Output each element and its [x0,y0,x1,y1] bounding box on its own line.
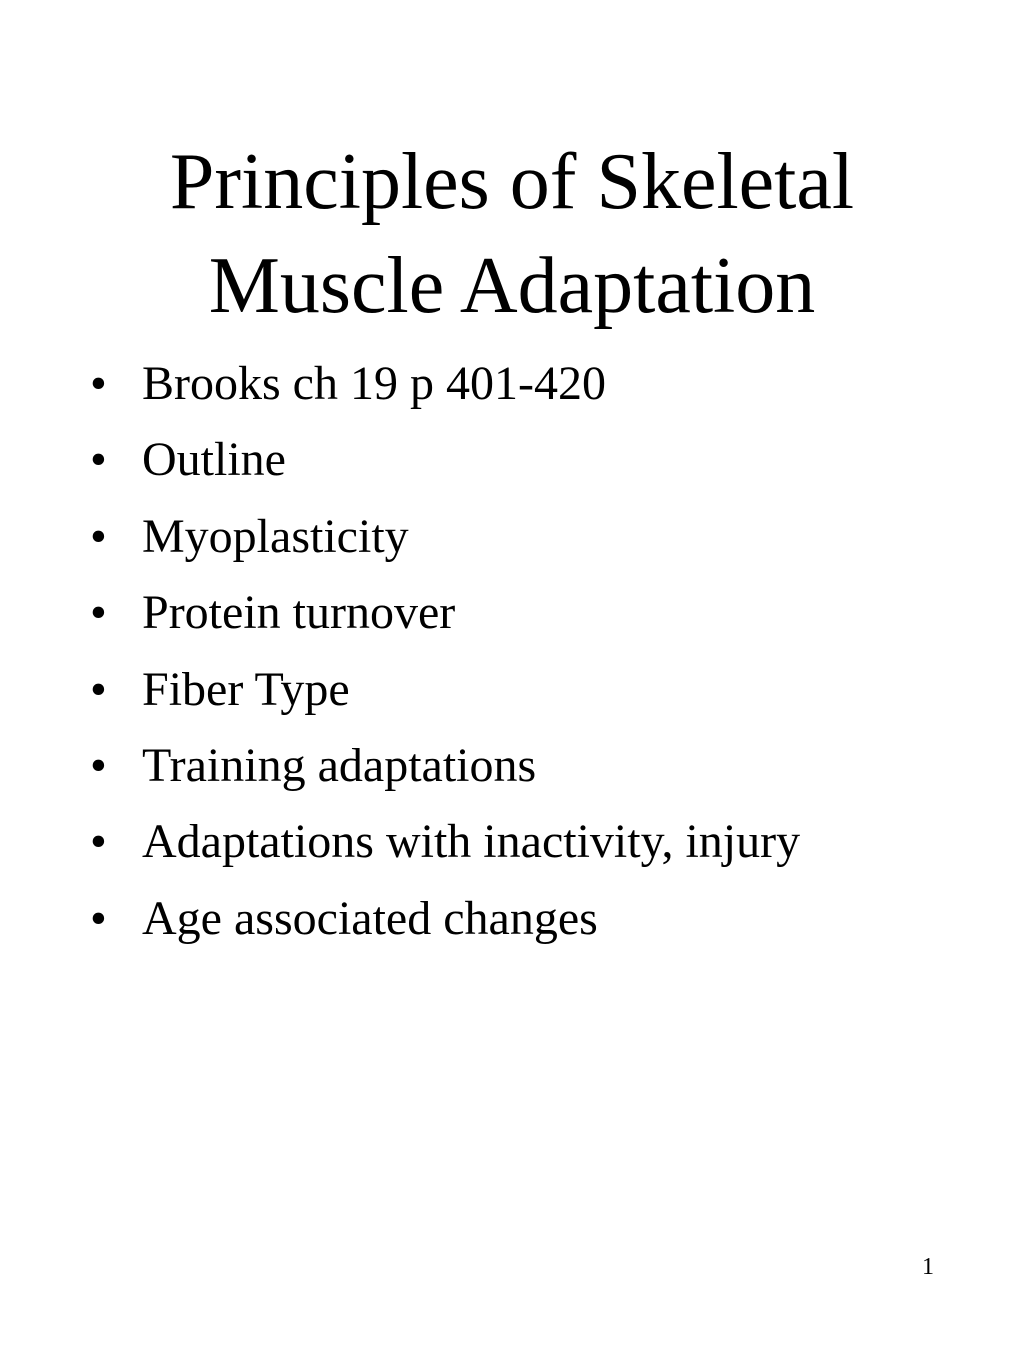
bullet-dot-icon: • [90,357,107,410]
list-item-text: Outline [142,433,286,487]
list-item [90,810,970,874]
bullet-dot-icon: • [90,815,107,869]
list-item-text: Adaptations with inactivity, injury [142,815,801,869]
list-item [90,428,970,492]
list-item-text: Age associated changes [142,891,598,945]
bullet-list [90,352,970,963]
slide-title [60,130,964,338]
list-item [90,658,970,722]
list-item [90,887,970,951]
bullet-dot-icon: • [90,509,107,563]
list-item-text: Training adaptations [142,738,537,792]
bullet-dot-icon: • [90,433,107,487]
title-line-1: Principles of Skeletal [169,138,855,226]
list-item [90,734,970,798]
list-item-text: Myoplasticity [142,509,409,563]
title-line-2: Muscle Adaptation [208,242,816,330]
bullet-dot-icon: • [90,738,107,792]
list-item-text: Fiber Type [142,662,350,716]
list-item [90,505,970,569]
bullet-dot-icon: • [90,662,107,716]
bullet-dot-icon: • [90,891,107,945]
list-item [90,581,970,645]
list-item [90,352,970,416]
bullet-dot-icon: • [90,586,107,640]
page-number: 1 [922,1254,934,1280]
list-item-text: Protein turnover [142,586,456,640]
list-item-text: Brooks ch 19 p 401-420 [142,357,606,410]
